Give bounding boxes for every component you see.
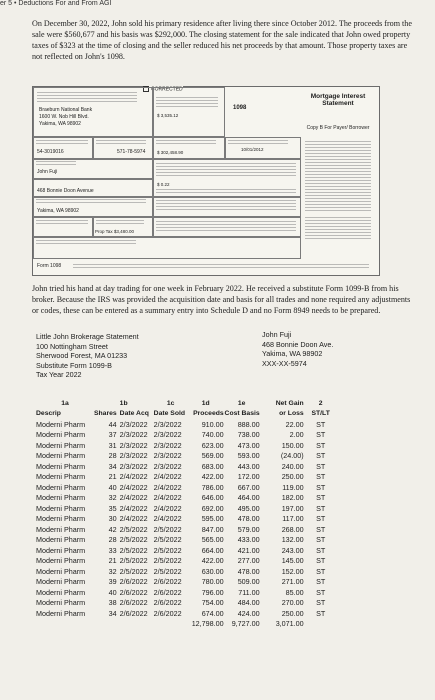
- cell-term: ST: [316, 514, 326, 524]
- cell-date-sold: 2/3/2022: [153, 461, 182, 471]
- cell-term: ST: [316, 587, 326, 597]
- cell-date-sold: 2/5/2022: [153, 535, 182, 545]
- box-10-fineprint: [96, 220, 144, 224]
- cell-date-acq: 2/3/2022: [119, 451, 148, 461]
- cell-shares: 21: [108, 556, 117, 566]
- cell-term: ST: [316, 472, 326, 482]
- cell-descrip: Moderni Pharm: [36, 566, 86, 576]
- cell-gain-loss: 270.00: [281, 598, 304, 608]
- cell-date-sold: 2/6/2022: [153, 598, 182, 608]
- cell-date-sold: 2/5/2022: [153, 556, 182, 566]
- cell-descrip: Moderni Pharm: [36, 524, 86, 534]
- copy-b-fineprint: [305, 141, 371, 211]
- cell-proceeds: 847.00: [201, 524, 224, 534]
- cell-term: ST: [316, 556, 326, 566]
- cell-proceeds: 623.00: [201, 440, 224, 450]
- totals-spacer: [36, 619, 188, 630]
- trades-table: [36, 398, 338, 629]
- cell-cost-basis: 738.00: [237, 430, 260, 440]
- cell-date-acq: 2/6/2022: [119, 608, 148, 618]
- cell-date-acq: 2/6/2022: [119, 587, 148, 597]
- table-row: [36, 514, 338, 525]
- cell-proceeds: 683.00: [201, 461, 224, 471]
- table-row: [36, 461, 338, 472]
- cell-proceeds: 796.00: [201, 587, 224, 597]
- col-num-net-gain: Net Gain: [275, 399, 304, 407]
- cell-descrip: Moderni Pharm: [36, 461, 86, 471]
- cell-shares: 30: [108, 514, 117, 524]
- cell-shares: 34: [108, 608, 117, 618]
- cell-term: ST: [316, 493, 326, 503]
- table-row: [36, 419, 338, 430]
- cell-term: ST: [316, 440, 326, 450]
- col-header-shares: Shares: [94, 410, 117, 418]
- cell-proceeds: 780.00: [201, 577, 224, 587]
- copy-b-fineprint-lower: [305, 217, 371, 241]
- cell-date-sold: 2/4/2022: [153, 482, 182, 492]
- table-row: [36, 566, 338, 577]
- table-row: [36, 524, 338, 535]
- col-header-date-acq: Date Acq: [119, 410, 149, 418]
- table-row: [36, 482, 338, 493]
- cell-date-acq: 2/3/2022: [119, 440, 148, 450]
- cell-term: ST: [316, 608, 326, 618]
- box-1-fineprint: [156, 97, 218, 109]
- box-9-fineprint: [36, 220, 88, 225]
- cell-proceeds: 740.00: [201, 430, 224, 440]
- cell-shares: 40: [108, 587, 117, 597]
- box-4-value: $ 0.22: [157, 182, 170, 187]
- cell-gain-loss: 150.00: [281, 440, 304, 450]
- cell-gain-loss: 182.00: [281, 493, 304, 503]
- table-row: [36, 545, 338, 556]
- cell-date-sold: 2/6/2022: [153, 587, 182, 597]
- cell-descrip: Moderni Pharm: [36, 514, 86, 524]
- form-title: Mortgage Interest Statement: [310, 93, 366, 107]
- broker-line-4: Substitute Form 1099-B: [36, 360, 112, 370]
- box-1: [153, 87, 225, 137]
- city-fineprint: [36, 199, 146, 203]
- box-2-fineprint: [156, 140, 216, 146]
- lender-city: Yakima, WA 98902: [39, 121, 81, 127]
- footer-fineprint: [73, 264, 369, 268]
- table-row: [36, 587, 338, 598]
- box-3-value: 10/01/2012: [241, 147, 264, 152]
- cell-gain-loss: 22.00: [285, 419, 304, 429]
- cell-cost-basis: 711.00: [238, 587, 260, 597]
- corrected-label: CORRECTED: [151, 86, 183, 93]
- form-number: 1098: [233, 105, 247, 111]
- table-row: [36, 503, 338, 514]
- cell-date-acq: 2/5/2022: [119, 545, 148, 555]
- cell-descrip: Moderni Pharm: [36, 598, 86, 608]
- cell-cost-basis: 443.00: [237, 461, 260, 471]
- cell-date-sold: 2/6/2022: [153, 608, 182, 618]
- box-10-value: Prop Tax $3,480.00: [95, 229, 134, 234]
- cell-date-acq: 2/3/2022: [119, 430, 148, 440]
- table-row: [36, 608, 338, 619]
- cell-descrip: Moderni Pharm: [36, 535, 86, 545]
- cell-gain-loss: 132.00: [281, 535, 304, 545]
- table-row: [36, 472, 338, 483]
- cell-proceeds: 674.00: [201, 608, 224, 618]
- cell-date-acq: 2/4/2022: [119, 503, 148, 513]
- form-footer: Form 1098: [37, 263, 62, 269]
- total-cost-basis: 9,727.00: [231, 619, 260, 629]
- cell-date-acq: 2/6/2022: [119, 577, 148, 587]
- cell-descrip: Moderni Pharm: [36, 587, 86, 597]
- col-header-date-sold: Date Sold: [153, 410, 186, 418]
- cell-shares: 39: [108, 577, 117, 587]
- lender-label-fineprint: [37, 92, 137, 102]
- cell-proceeds: 565.00: [201, 535, 224, 545]
- cell-proceeds: 646.00: [201, 493, 224, 503]
- city-state-zip: Yakima, WA 98902: [37, 208, 79, 214]
- cell-date-acq: 2/5/2022: [119, 556, 148, 566]
- cell-descrip: Moderni Pharm: [36, 608, 86, 618]
- cell-date-acq: 2/3/2022: [119, 461, 148, 471]
- cell-proceeds: 692.00: [201, 503, 224, 513]
- cell-shares: 31: [108, 440, 117, 450]
- col-header-proceeds: Proceeds: [193, 410, 224, 418]
- lender-name: Braeburn National Bank: [39, 107, 93, 113]
- cell-date-sold: 2/5/2022: [153, 524, 182, 534]
- intro-paragraph: On December 30, 2022, John sold his primary residence after living there since October 2012. The proceeds from the sale were $560,677 and his basis was $292,000. The closing statement for the sale indicated that John owed property taxes of $323 at the time of closing and the seller reduced his net proceeds by that amount. Those property taxes are not reflected on John's 1098.: [32, 19, 412, 61]
- table-row: [36, 430, 338, 441]
- cell-descrip: Moderni Pharm: [36, 577, 86, 587]
- cell-descrip: Moderni Pharm: [36, 440, 86, 450]
- table-row: [36, 535, 338, 546]
- cell-cost-basis: 509.00: [237, 577, 260, 587]
- column-number-row: [36, 398, 338, 409]
- cell-proceeds: 595.00: [201, 514, 224, 524]
- cell-cost-basis: 421.00: [237, 545, 260, 555]
- cell-proceeds: 569.00: [201, 451, 224, 461]
- cell-cost-basis: 424.00: [237, 608, 260, 618]
- cell-cost-basis: 478.00: [237, 566, 260, 576]
- cell-gain-loss: 117.00: [282, 514, 304, 524]
- table-row: [36, 577, 338, 588]
- col-header-gain-loss: or Loss: [279, 410, 304, 418]
- table-row: [36, 598, 338, 609]
- cell-descrip: Moderni Pharm: [36, 493, 86, 503]
- cell-gain-loss: 197.00: [281, 503, 304, 513]
- cell-date-acq: 2/4/2022: [119, 514, 148, 524]
- cell-cost-basis: 464.00: [237, 493, 260, 503]
- cell-date-acq: 2/6/2022: [119, 598, 148, 608]
- col-num-1d: 1d: [201, 399, 210, 407]
- cell-cost-basis: 495.00: [237, 503, 260, 513]
- broker-paragraph: John tried his hand at day trading for one week in February 2022. He received a substitute Form 1099-B from his broker. Because the IRS was provided the acquisition date and basis for all trades and none required any adjustments or codes, these can be entered as a summary entry into Schedule D and no Form 8949 needs to be prepared.: [32, 284, 411, 315]
- cell-date-sold: 2/4/2022: [153, 503, 182, 513]
- cell-date-sold: 2/5/2022: [153, 545, 182, 555]
- cell-term: ST: [316, 535, 326, 545]
- col-num-1a: 1a: [61, 399, 69, 407]
- client-line-1: John Fuji: [262, 330, 292, 339]
- cell-gain-loss: 268.00: [281, 524, 304, 534]
- box-4-fineprint: [156, 163, 296, 177]
- borrower-tin: 571-78-5974: [117, 149, 146, 155]
- cell-gain-loss: 243.00: [281, 545, 304, 555]
- cell-term: ST: [316, 577, 326, 587]
- cell-date-sold: 2/3/2022: [153, 440, 182, 450]
- cell-date-sold: 2/3/2022: [153, 419, 182, 429]
- cell-term: ST: [316, 545, 326, 555]
- table-row: [36, 493, 338, 504]
- cell-cost-basis: 172.00: [237, 472, 260, 482]
- client-line-4: XXX-XX-5974: [262, 358, 307, 368]
- cell-cost-basis: 433.00: [237, 535, 260, 545]
- client-line-2: 468 Bonnie Doon Ave.: [262, 339, 334, 349]
- cell-date-acq: 2/5/2022: [119, 524, 148, 534]
- copy-b-label: Copy B For Payer/ Borrower: [306, 125, 370, 131]
- cell-date-acq: 2/4/2022: [119, 472, 148, 482]
- box-1-value: $ 3,535.12: [157, 113, 179, 118]
- cell-descrip: Moderni Pharm: [36, 419, 86, 429]
- cell-cost-basis: 484.00: [237, 598, 260, 608]
- col-num-1b: 1b: [119, 399, 128, 407]
- cell-shares: 35: [108, 503, 117, 513]
- cell-proceeds: 910.00: [201, 419, 224, 429]
- cell-shares: 38: [108, 598, 117, 608]
- totals-term-spacer: [304, 619, 338, 630]
- cell-proceeds: 664.00: [201, 545, 224, 555]
- client-line-3: Yakima, WA 98902: [262, 349, 323, 359]
- table-row: [36, 556, 338, 567]
- cell-proceeds: 422.00: [201, 472, 224, 482]
- cell-proceeds: 754.00: [201, 598, 224, 608]
- cell-date-sold: 2/5/2022: [153, 566, 182, 576]
- cell-descrip: Moderni Pharm: [36, 430, 86, 440]
- cell-cost-basis: 579.00: [237, 524, 260, 534]
- cell-term: ST: [316, 451, 326, 461]
- borrower-name-fineprint: [36, 161, 76, 165]
- broker-line-1: Little John Brokerage Statement: [36, 332, 139, 341]
- cell-term: ST: [316, 419, 326, 429]
- cell-cost-basis: 277.00: [237, 556, 260, 566]
- cell-shares: 28: [108, 451, 117, 461]
- broker-address-block: [36, 332, 236, 380]
- cell-gain-loss: 2.00: [289, 430, 304, 440]
- cell-shares: 42: [108, 524, 117, 534]
- lender-tin: 54-3019016: [37, 149, 64, 155]
- cell-term: ST: [316, 482, 326, 492]
- cell-date-sold: 2/3/2022: [153, 430, 182, 440]
- cell-gain-loss: 250.00: [281, 472, 304, 482]
- col-header-term: ST/LT: [311, 410, 330, 418]
- cell-term: ST: [316, 503, 326, 513]
- cell-descrip: Moderni Pharm: [36, 482, 86, 492]
- cell-date-sold: 2/6/2022: [153, 577, 182, 587]
- cell-gain-loss: 250.00: [281, 608, 304, 618]
- borrower-name: John Fuji: [37, 169, 58, 175]
- col-num-blank: [94, 398, 120, 409]
- col-num-1e: 1e: [237, 399, 246, 407]
- column-header-row: [36, 409, 338, 420]
- cell-shares: 37: [108, 430, 117, 440]
- cell-proceeds: 422.00: [201, 556, 224, 566]
- cell-date-sold: 2/4/2022: [153, 472, 182, 482]
- trades-body: [36, 419, 338, 629]
- cell-proceeds: 630.00: [201, 566, 224, 576]
- cell-term: ST: [316, 598, 326, 608]
- box-5-fineprint: [156, 189, 296, 195]
- col-header-descrip: Descrip: [36, 410, 61, 418]
- cell-date-acq: 2/4/2022: [119, 493, 148, 503]
- cell-date-acq: 2/5/2022: [119, 535, 148, 545]
- account-fineprint: [36, 240, 136, 244]
- borrower-tin-fineprint: [96, 140, 146, 146]
- cell-cost-basis: 593.00: [237, 451, 260, 461]
- totals-row: [36, 619, 338, 630]
- cell-descrip: Moderni Pharm: [36, 472, 86, 482]
- street-address: 468 Bonnie Doon Avenue: [37, 188, 94, 194]
- box-3-fineprint: [228, 140, 288, 144]
- cell-proceeds: 786.00: [201, 482, 224, 492]
- table-row: [36, 451, 338, 462]
- cell-cost-basis: 667.00: [237, 482, 260, 492]
- col-num-2: 2: [318, 399, 323, 407]
- cell-cost-basis: 473.00: [237, 440, 260, 450]
- cell-shares: 40: [108, 482, 117, 492]
- cell-descrip: Moderni Pharm: [36, 545, 86, 555]
- cell-gain-loss: 85.00: [285, 587, 304, 597]
- cell-gain-loss: (24.00): [280, 451, 304, 461]
- lender-tin-fineprint: [36, 140, 88, 146]
- cell-gain-loss: 119.00: [282, 482, 304, 492]
- cell-shares: 32: [108, 566, 117, 576]
- cell-shares: 34: [108, 461, 117, 471]
- box-8-fineprint: [156, 221, 296, 233]
- box-6-fineprint: [156, 200, 296, 212]
- cell-date-sold: 2/4/2022: [153, 493, 182, 503]
- cell-term: ST: [316, 430, 326, 440]
- client-address-block: [262, 330, 402, 368]
- cell-term: ST: [316, 461, 326, 471]
- cell-gain-loss: 145.00: [281, 556, 304, 566]
- cell-term: ST: [316, 566, 326, 576]
- col-num-1c: 1c: [166, 399, 175, 407]
- total-proceeds: 12,798.00: [191, 619, 224, 629]
- broker-line-2: 100 Nottingham Street: [36, 341, 108, 351]
- cell-descrip: Moderni Pharm: [36, 556, 86, 566]
- lender-street: 1600 W. Nob Hill Blvd.: [39, 114, 89, 120]
- cell-descrip: Moderni Pharm: [36, 451, 86, 461]
- cell-gain-loss: 240.00: [281, 461, 304, 471]
- cell-shares: 44: [108, 419, 117, 429]
- broker-line-3: Sherwood Forest, MA 01233: [36, 351, 128, 361]
- box-2-value: $ 302,458.90: [157, 150, 184, 155]
- cell-date-acq: 2/5/2022: [119, 566, 148, 576]
- cell-date-sold: 2/4/2022: [153, 514, 182, 524]
- chapter-header: er 5 • Deductions For and From AGI: [0, 0, 112, 7]
- cell-date-acq: 2/4/2022: [119, 482, 148, 492]
- cell-shares: 33: [108, 545, 117, 555]
- cell-cost-basis: 478.00: [237, 514, 260, 524]
- col-header-cost-basis: Cost Basis: [224, 410, 260, 418]
- cell-shares: 21: [108, 472, 117, 482]
- broker-line-5: Tax Year 2022: [36, 370, 82, 380]
- cell-date-sold: 2/3/2022: [153, 451, 182, 461]
- cell-gain-loss: 152.00: [281, 566, 304, 576]
- table-row: [36, 440, 338, 451]
- cell-cost-basis: 888.00: [237, 419, 260, 429]
- cell-shares: 32: [108, 493, 117, 503]
- form-1098: [32, 86, 380, 276]
- cell-date-acq: 2/3/2022: [119, 419, 148, 429]
- cell-descrip: Moderni Pharm: [36, 503, 86, 513]
- cell-term: ST: [316, 524, 326, 534]
- total-gain-loss: 3,071.00: [275, 619, 304, 629]
- cell-shares: 28: [108, 535, 117, 545]
- cell-gain-loss: 271.00: [281, 577, 304, 587]
